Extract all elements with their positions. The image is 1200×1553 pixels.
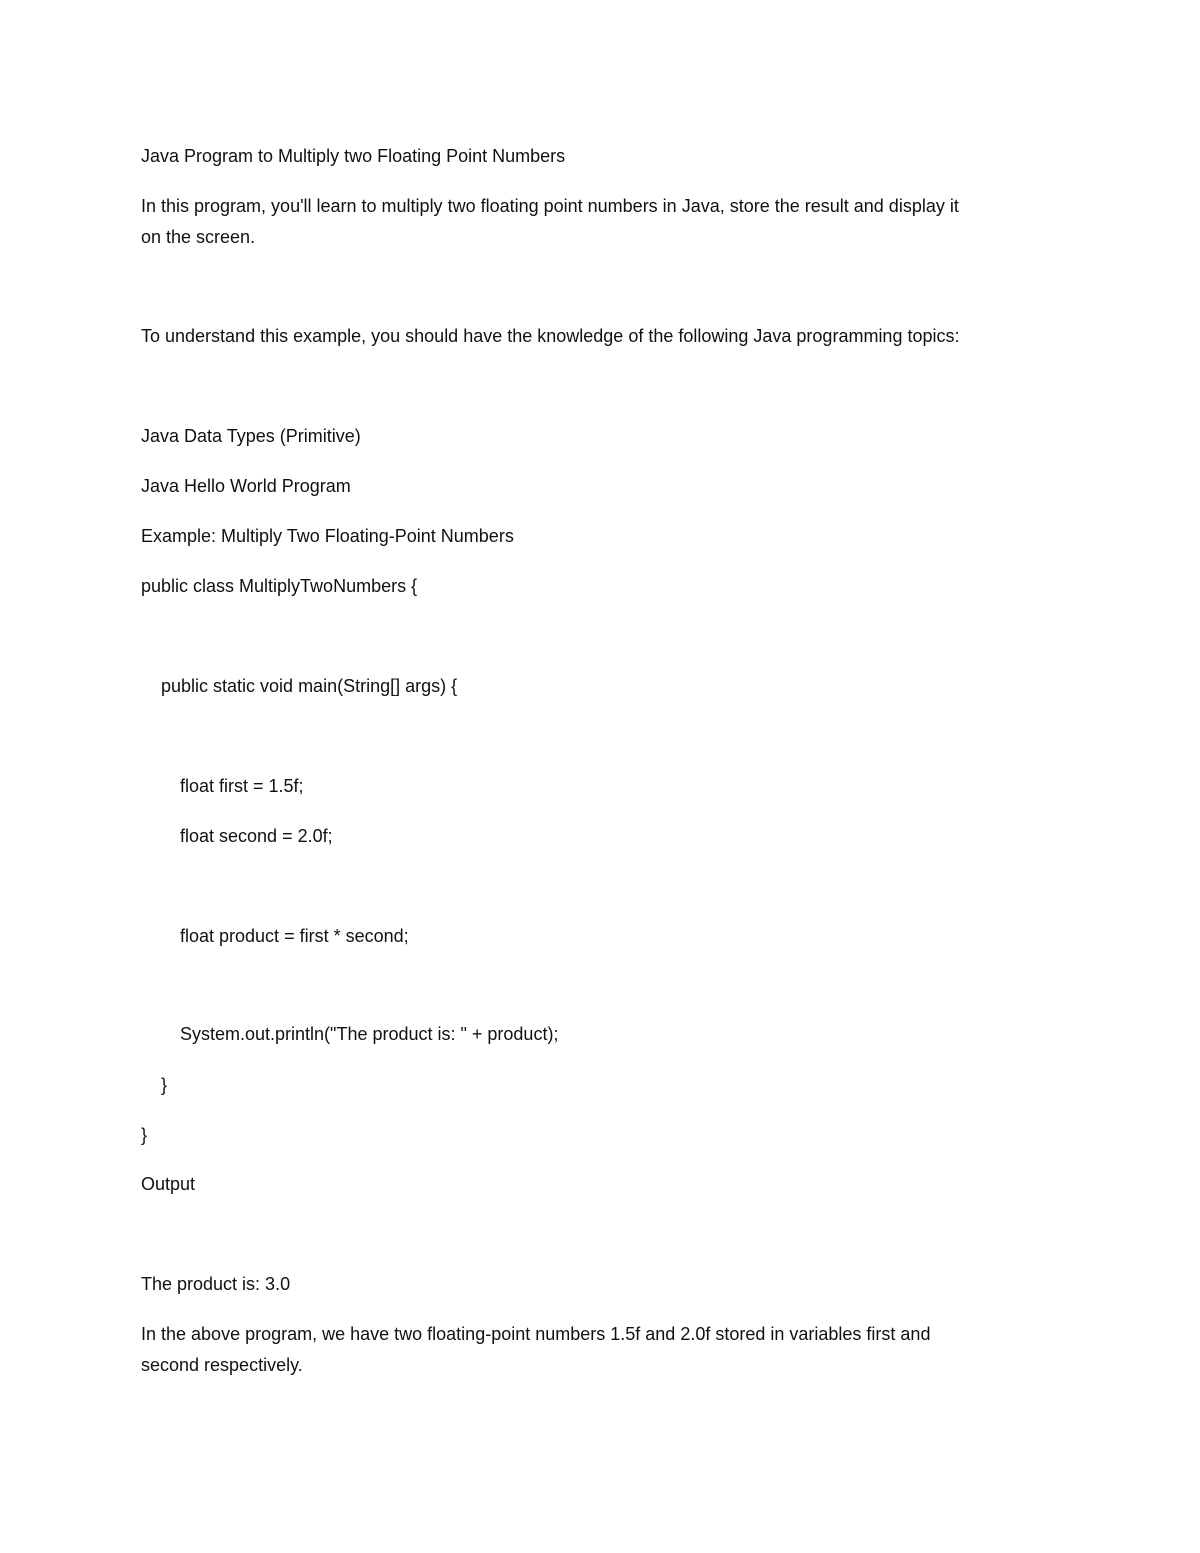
code-println-statement: System.out.println("The product is: " + product); xyxy=(180,1024,559,1044)
document-title: Java Program to Multiply two Floating Point Numbers xyxy=(141,146,566,166)
code-second-variable: float second = 2.0f; xyxy=(180,826,333,846)
code-product-variable: float product = first * second; xyxy=(180,926,409,946)
code-first-variable: float first = 1.5f; xyxy=(180,776,304,796)
code-close-class: } xyxy=(141,1125,148,1145)
code-main-declaration: public static void main(String[] args) { xyxy=(161,676,458,696)
topic-item-hello-world: Java Hello World Program xyxy=(141,476,351,496)
code-class-declaration: public class MultiplyTwoNumbers { xyxy=(141,576,418,596)
explanation-line-1: In the above program, we have two floating-point numbers 1.5f and 2.0f stored in variables first and xyxy=(141,1324,931,1344)
explanation-line-2: second respectively. xyxy=(141,1355,303,1375)
code-close-main: } xyxy=(161,1075,168,1095)
output-text: The product is: 3.0 xyxy=(141,1274,291,1294)
topic-item-data-types: Java Data Types (Primitive) xyxy=(141,426,361,446)
example-heading: Example: Multiply Two Floating-Point Numbers xyxy=(141,526,514,546)
intro-paragraph-line-1: In this program, you'll learn to multiply two floating point numbers in Java, store the result and display it xyxy=(141,196,959,216)
intro-paragraph-line-2: on the screen. xyxy=(141,227,256,247)
output-heading: Output xyxy=(141,1174,196,1194)
prerequisites-text: To understand this example, you should have the knowledge of the following Java programming topics: xyxy=(141,326,960,346)
